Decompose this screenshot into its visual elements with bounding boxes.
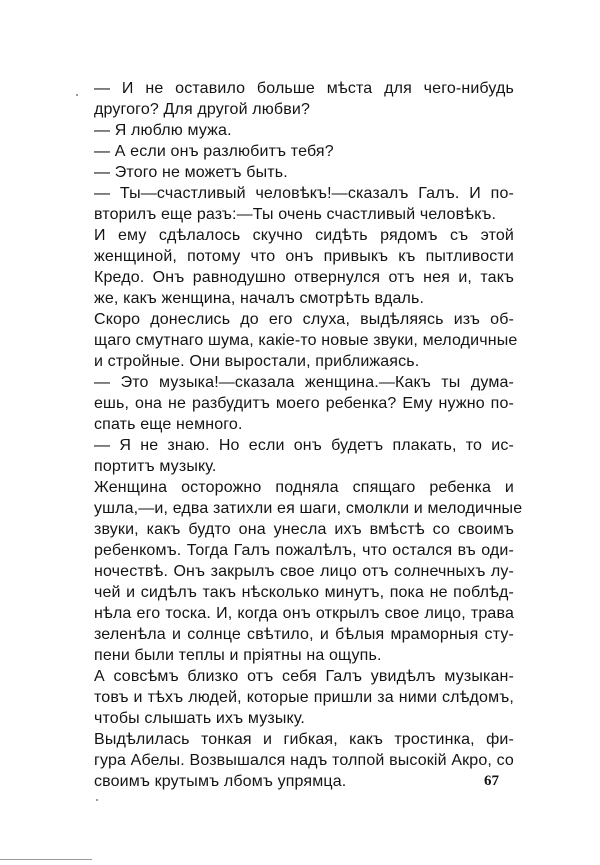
text-line: А совсѣмъ близко отъ себя Галъ увидѣлъ музыкан-	[94, 668, 514, 685]
text-line: гура Абелы. Возвышался надъ толпой высокій Акро, со	[94, 752, 514, 769]
text-line: — Это музыка!—сказала женщина.—Какъ ты дума-	[94, 374, 514, 391]
text-line: Выдѣлилась тонкая и гибкая, какъ тростинка, фи-	[94, 731, 514, 748]
text-line: звуки, какъ будто она унесла ихъ вмѣстѣ со своимъ	[94, 521, 514, 538]
text-line: ешь, она не разбудитъ моего ребенка? Ему нужно по-	[94, 395, 514, 412]
text-line: товъ и тѣхъ людей, которые пришли за ними слѣдомъ,	[94, 689, 514, 706]
text-line: — Этого не можетъ быть.	[94, 164, 288, 181]
text-line: ребенкомъ. Тогда Галъ пожалѣлъ, что остался въ оди-	[94, 542, 514, 559]
text-line: щаго смутнаго шума, какіе-то новые звуки, мелодичные	[94, 332, 518, 349]
text-line: — Ты—счастливый человѣкъ!—сказалъ Галъ. И по-	[94, 185, 514, 202]
text-line: — А если онъ разлюбитъ тебя?	[94, 143, 334, 160]
page-text-block	[94, 78, 523, 792]
text-line: Женщина осторожно подняла спящаго ребенка и	[94, 479, 514, 496]
text-line: — Я не знаю. Но если онъ будетъ плакать, то ис-	[94, 437, 514, 454]
page-number: 67	[484, 773, 499, 789]
scan-speck-mark	[76, 94, 78, 96]
text-line: Скоро донеслись до его слуха, выдѣляясь изъ об-	[94, 311, 514, 328]
text-line: чтобы слышать ихъ музыку.	[94, 710, 305, 727]
text-line: и стройные. Они выростали, приближаясь.	[94, 353, 420, 370]
text-line: нѣла его тоска. И, когда онъ открылъ свое лицо, трава	[94, 605, 514, 622]
text-line: спать еще немного.	[94, 416, 243, 433]
text-line: пени были теплы и пріятны на ощупь.	[94, 647, 382, 664]
text-line: портитъ музыку.	[94, 458, 217, 475]
text-line: — И не оставило больше мѣста для чего-нибудь	[94, 80, 514, 97]
scan-speck-mark	[96, 799, 98, 801]
text-line: чей и сидѣлъ такъ нѣсколько минутъ, пока не поблѣд-	[94, 584, 514, 601]
text-line: вторилъ еще разъ:—Ты очень счастливый человѣкъ.	[94, 206, 497, 223]
text-line: ушла,—и, едва затихли ея шаги, смолкли и мелодичные	[94, 500, 523, 517]
text-line: зеленѣла и солнце свѣтило, и бѣлыя мраморныя сту-	[94, 626, 514, 643]
text-line: другого? Для другой любви?	[94, 101, 311, 118]
text-line: женщиной, потому что онъ привыкъ къ пытливости	[94, 248, 514, 265]
text-line: И ему сдѣлалось скучно сидѣть рядомъ съ этой	[94, 227, 514, 244]
scan-edge-mark	[0, 859, 92, 860]
text-line: ночествѣ. Онъ закрылъ свое лицо отъ солнечныхъ лу-	[94, 563, 514, 580]
text-line: Кредо. Онъ равнодушно отвернулся отъ нея и, такъ	[94, 269, 514, 286]
text-line: своимъ крутымъ лбомъ упрямца.	[94, 773, 347, 790]
text-line: же, какъ женщина, началъ смотрѣть вдаль.	[94, 290, 425, 307]
text-line: — Я люблю мужа.	[94, 122, 232, 139]
